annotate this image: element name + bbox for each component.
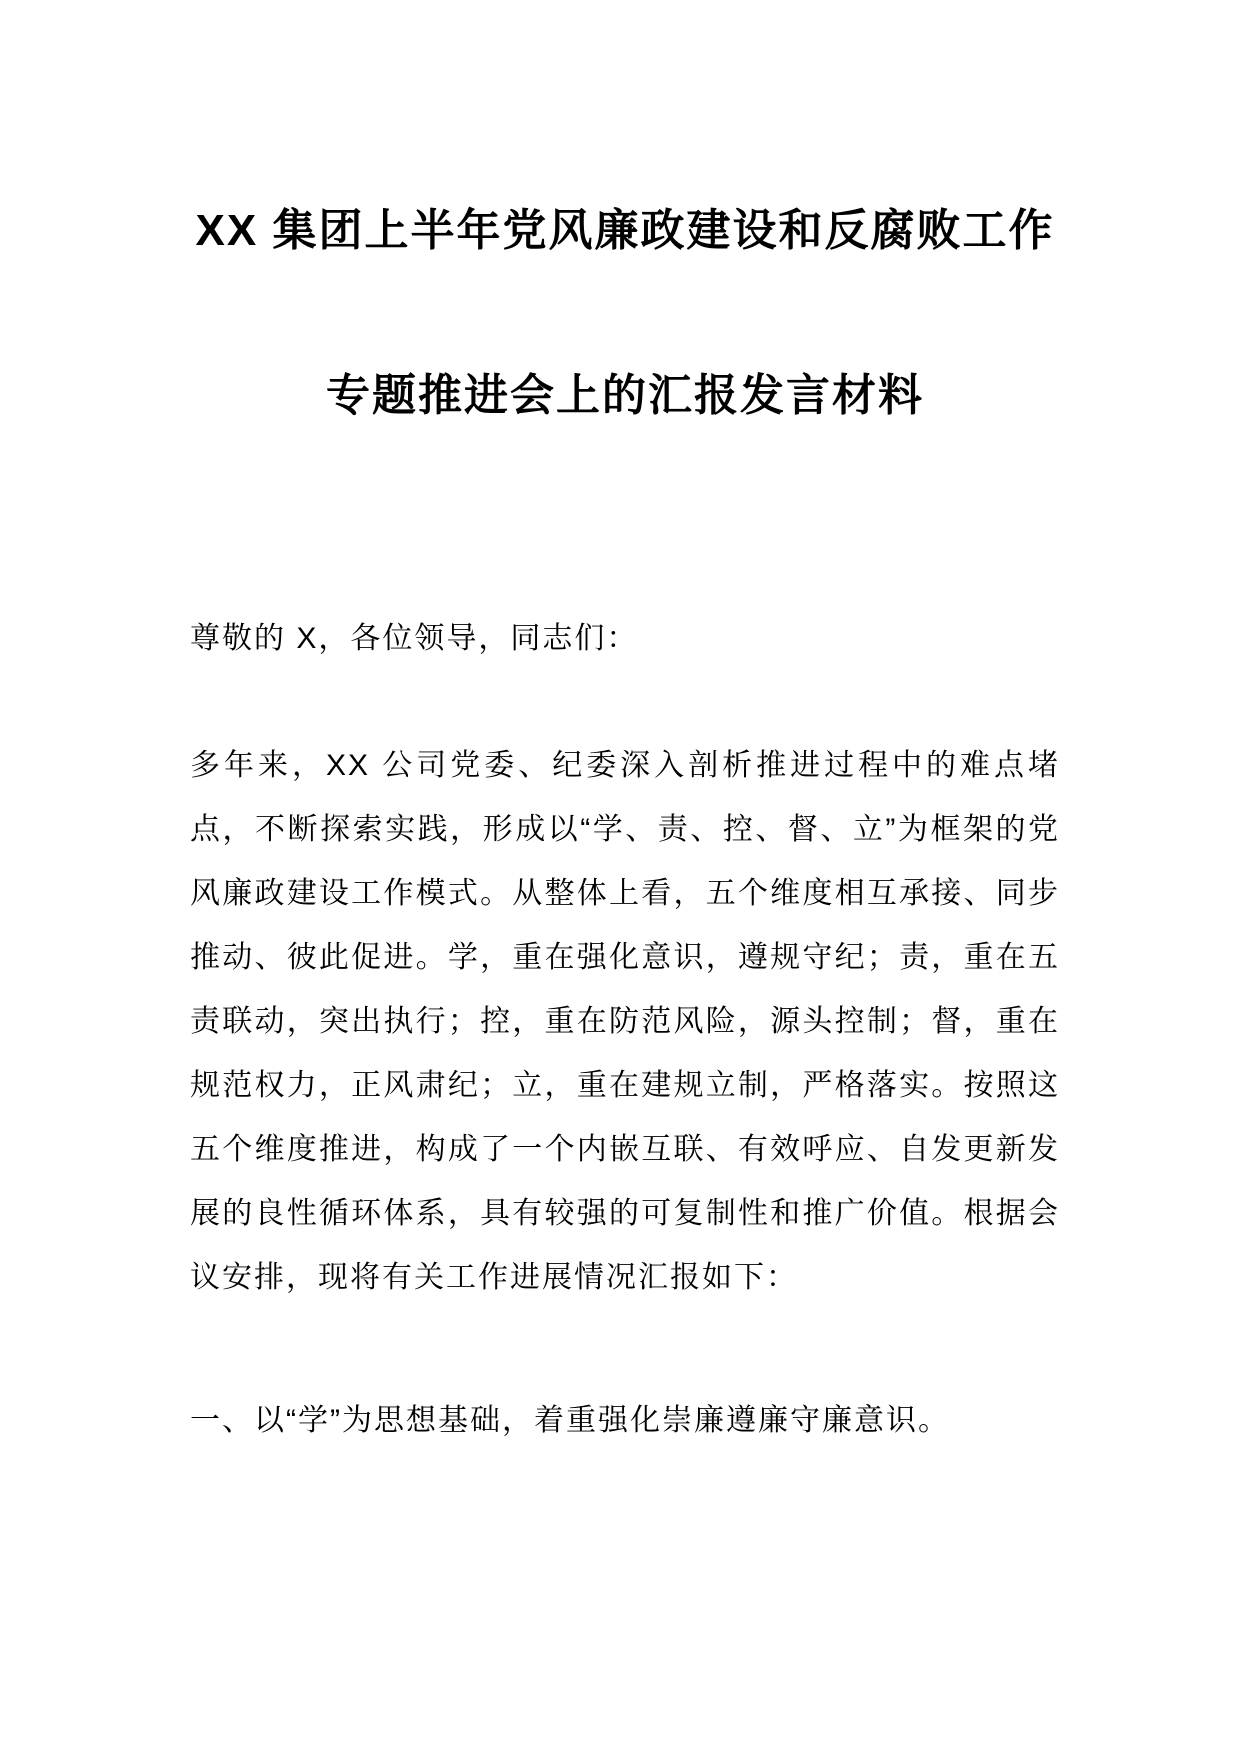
section-heading: 一、以“学”为思想基础，着重强化崇廉遵廉守廉意识。 <box>190 1404 950 1437</box>
document-title-line2: 专题推进会上的汇报发言材料 <box>326 371 924 420</box>
salutation: 尊敬的 X，各位领导，同志们： <box>190 622 639 655</box>
body-paragraph: 多年来，XX 公司党委、纪委深入剖析推进过程中的难点堵点，不断探索实践，形成以“学、责、控、督、立”为框架的党风廉政建设工作模式。从整体上看，五个维度相互承接、同步推动、彼此促进。学，重在强化意识，遵规守纪；责，重在五责联动，突出执行；控，重在防范风险，源头控制；督，重在规范权力，正风肃纪；立，重在建规立制，严格落实。按照这五个维度推进，构成了一个内嵌互联、有效呼应、自发更新发展的良性循环体系，具有较强的可复制性和推广价值。根据会议安排，现将有关工作进展情况汇报如下： <box>190 749 1060 1294</box>
document-title-line1: XX 集团上半年党风廉政建设和反腐败工作 <box>195 206 1055 255</box>
